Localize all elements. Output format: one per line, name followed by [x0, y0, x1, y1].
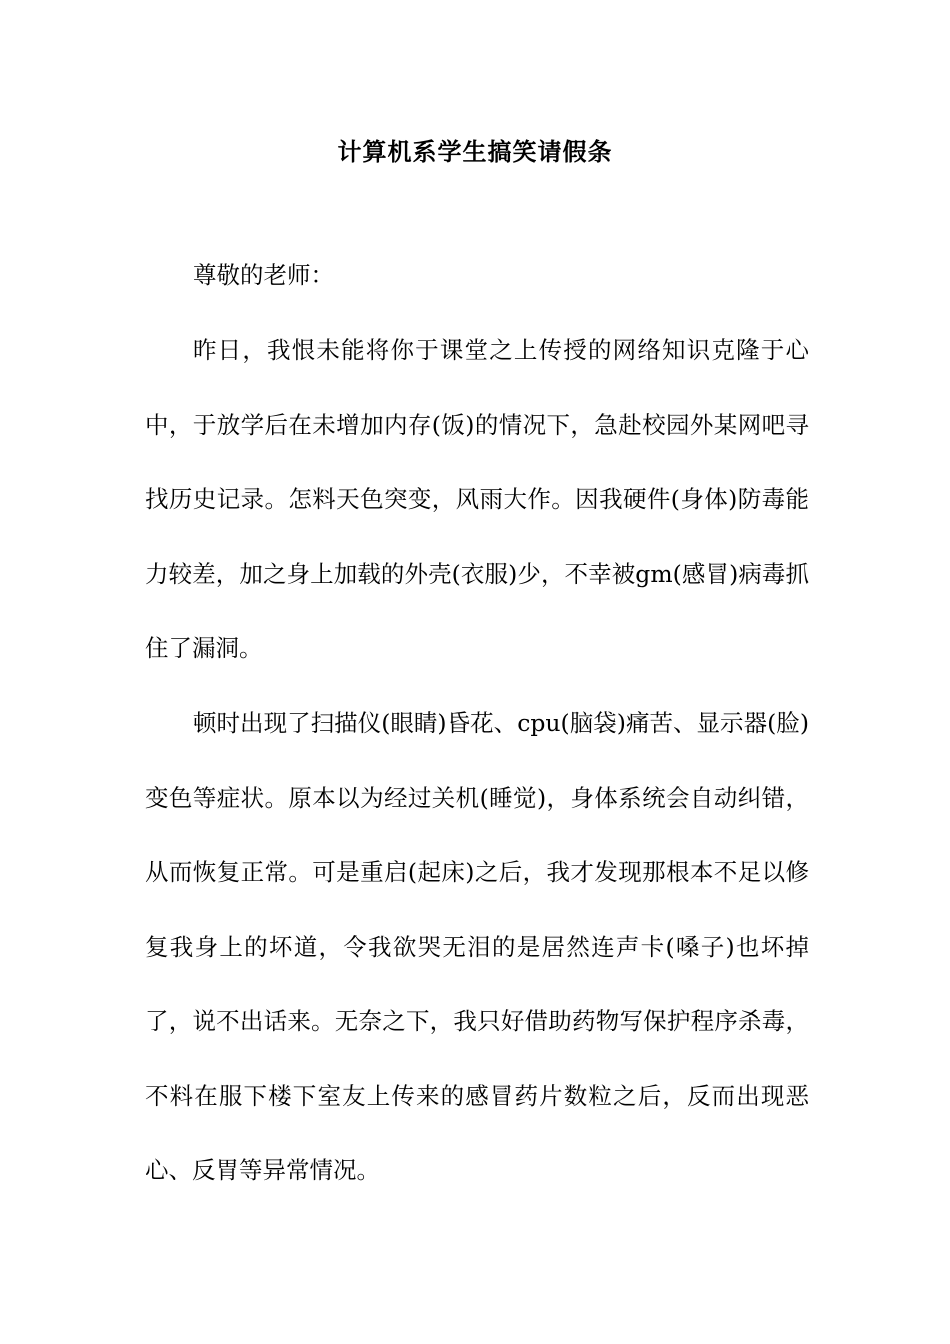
paragraph-2-text: 顿时出现了扫描仪(眼睛)昏花、cpu(脑袋)痛苦、显示器(脸)变色等症状。原本以为经过关机(睡觉)，身体系统会自动纠错，从而恢复正常。可是重启(起床)之后，我才发现那根本不足以修复我身上的坏道，令我欲哭无泪的是居然连声卡(嗓子)也坏掉了，说不出话来。无奈之下，我只好借助药物写保护程序杀毒，不料在服下楼下室友上传来的感冒药片数粒之后，反而出现恶心、反胃等异常情况。	[145, 709, 809, 1184]
paragraph-1	[145, 313, 809, 686]
salutation	[145, 238, 809, 313]
paragraph-1-text: 昨日，我恨未能将你于课堂之上传授的网络知识克隆于心中，于放学后在未增加内存(饭)的情况下，急赴校园外某网吧寻找历史记录。怎料天色突变，风雨大作。因我硬件(身体)防毒能力较差，加之身上加载的外壳(衣服)少，不幸被gm(感冒)病毒抓住了漏洞。	[145, 336, 809, 662]
paragraph-2	[145, 686, 809, 1208]
document-title: 计算机系学生搞笑请假条	[337, 137, 613, 166]
salutation-text: 尊敬的老师：	[193, 261, 334, 289]
